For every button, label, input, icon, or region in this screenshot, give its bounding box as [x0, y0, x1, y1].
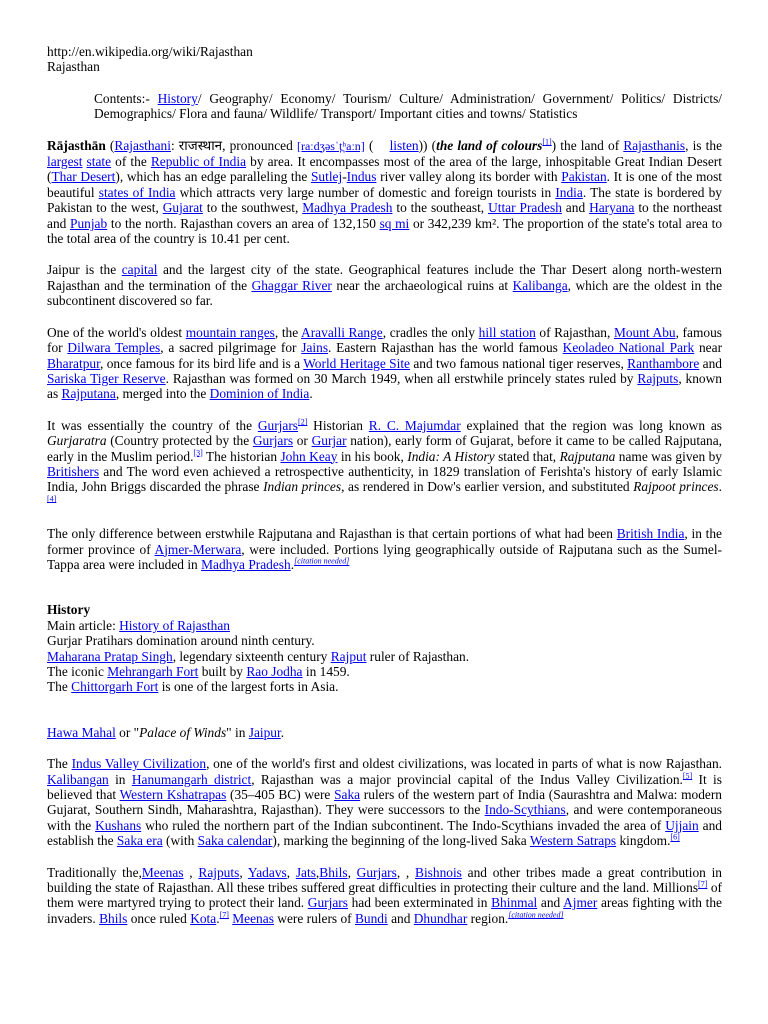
history-of-rajasthan-link[interactable]: History of Rajasthan — [119, 617, 230, 633]
rajputs-link-2[interactable]: Rajputs — [198, 864, 240, 880]
mehrangarh-fort-link[interactable]: Mehrangarh Fort — [107, 664, 199, 679]
rajputs-link[interactable]: Rajputs — [637, 370, 679, 386]
history-line-1: Gurjar Pratihars domination around ninth century. — [47, 633, 315, 649]
ref-7b[interactable]: [7] — [219, 910, 229, 920]
uttar-pradesh-link[interactable]: Uttar Pradesh — [488, 200, 562, 216]
ref-3[interactable]: [3] — [193, 448, 203, 458]
bishnois-link[interactable]: Bishnois — [415, 864, 462, 880]
tribes-paragraph: Traditionally the,Meenas , Rajputs, Yadavs, Jats,Bhils, Gurjars, , Bishnois and other tribes made a great contribution in building the state of Rajasthan. All these tribes suffered great difficulties in protecting their culture and the land. Millions[7] of them were martyred trying to protect their land. Gurjars had been exterminated in Bhinmal and Ajmer areas fighting with the invaders. Bhils once ruled Kota.[7] Meenas were rulers of Bundi and Dhundhar region.[citation needed] — [47, 864, 723, 926]
citation-needed-link[interactable]: [citation needed] — [294, 556, 350, 566]
kota-link[interactable]: Kota — [190, 910, 217, 926]
rajasthanis-link[interactable]: Rajasthanis — [623, 137, 686, 153]
state-link[interactable]: state — [86, 154, 112, 170]
saka-era-link[interactable]: Saka era — [116, 833, 163, 849]
maharana-pratap-link[interactable]: Maharana Pratap Singh — [47, 648, 173, 664]
indus-paragraph: The Indus Valley Civilization, one of the world's first and oldest civilizations, was located in parts of what is now Rajasthan. Kalibangan in Hanumangarh district, Rajasthan was a major provincial capital of the Indus Valley Civilization.[5] It is believed that Western Kshatrapas (35–405 BC) were Saka rulers of the western part of India (Saurashtra and Malwa: modern Gujarat, Southern Sindh, Maharashtra, Rajasthan). They were successors to the Indo-Scythians, and were contemporaneous with the Kushans who ruled the northern part of the Indian subcontinent. The Indo-Scythians invaded the area of Ujjain and establish the Saka era (with Saka calendar), marking the beginning of the long-lived Saka Western Satraps kingdom.[6] — [47, 756, 722, 849]
indo-scythians-link[interactable]: Indo-Scythians — [484, 802, 566, 818]
page-title: Rajasthan — [47, 59, 100, 75]
ref-1[interactable]: [1] — [542, 137, 552, 147]
history-line-2: Maharana Pratap Singh, legendary sixteenth century Rajput ruler of Rajasthan. — [47, 648, 470, 664]
keoladeo-link[interactable]: Keoladeo National Park — [562, 340, 695, 356]
hanumangarh-link[interactable]: Hanumangarh district — [131, 771, 252, 787]
ref-6[interactable]: [6] — [670, 832, 680, 842]
dominion-of-india-link[interactable]: Dominion of India — [209, 386, 310, 402]
indus-link[interactable]: Indus — [346, 169, 377, 185]
gurjars-link-3[interactable]: Gurjars — [356, 864, 397, 880]
main-article-line: Main article: History of Rajasthan — [47, 617, 230, 633]
bharatpur-link[interactable]: Bharatpur — [47, 355, 101, 371]
gurjars-paragraph: It was essentially the country of the Gurjars[2] Historian R. C. Majumdar explained that the region was long known as Gurjaratra (Country protected by the Gurjars or Gurjar nation), early form of Gujarat, before it came to be called Rajputana, early in the Muslim period.[3] The historian John Keay in his book, India: A History stated that, Rajputana name was given by Britishers and The word even achieved a retrospective authenticity, in 1829 translation of Ferishta's history of early Islamic India, John Briggs discarded the phrase Indian princes, as rendered in Dow's earlier version, and substituted Rajpoot princes.[4] — [47, 417, 723, 504]
largest-link[interactable]: largest — [47, 154, 83, 170]
capital-paragraph: Jaipur is the capital and the largest city of the state. Geographical features include the Thar Desert along north-western Rajasthan and the termination of the Ghaggar River near the archaeological ruins at Kalibanga, which are the oldest in the subcontinent discovered so far. — [47, 262, 723, 309]
world-heritage-site-link[interactable]: World Heritage Site — [303, 355, 410, 371]
gurjars-link[interactable]: Gurjars — [257, 417, 299, 433]
indus-valley-link[interactable]: Indus Valley Civilization — [71, 756, 207, 772]
kushans-link[interactable]: Kushans — [95, 817, 142, 833]
hill-station-link[interactable]: hill station — [478, 324, 536, 340]
ranthambore-link[interactable]: Ranthambore — [627, 355, 700, 371]
rajput-link[interactable]: Rajput — [330, 648, 367, 664]
sq-mi-link[interactable]: sq mi — [379, 215, 410, 231]
madhya-pradesh-link[interactable]: Madhya Pradesh — [302, 200, 393, 216]
ref-5[interactable]: [5] — [682, 771, 693, 781]
jaipur-link[interactable]: Jaipur — [248, 724, 281, 740]
intro-paragraph: Rājasthān (Rajasthani: राजस्थान, pronounced [raːdʒəsˈt̪ʰaːn] ( listen)) (the land of colours[1]) the land of Rajasthanis, is the largest state of the Republic of India by area. It encompasses most of the area of the large, inhospitable Great Indian Desert (Thar Desert), which has an edge paralleling the Sutlej-Indus river valley along its border with Pakistan. It is one of the most beautiful states of India which attracts very large number of domestic and foreign tourists in India. The state is bordered by Pakistan to the west, Gujarat to the southwest, Madhya Pradesh to the southeast, Uttar Pradesh and Haryana to the northeast and Punjab to the north. Rajasthan covers an area of 132,150 sq mi or 342,239 km². The proportion of the state's total area to the total area of the country is 10.41 per cent. — [47, 137, 723, 247]
jats-link[interactable]: Jats — [295, 864, 316, 880]
pakistan-link[interactable]: Pakistan — [561, 169, 607, 185]
history-heading: History — [47, 602, 91, 618]
hawa-mahal-link[interactable]: Hawa Mahal — [47, 724, 116, 740]
sariska-link[interactable]: Sariska Tiger Reserve — [47, 370, 166, 386]
western-satraps-link[interactable]: Western Satraps — [529, 833, 617, 849]
ipa-pronunciation-link[interactable]: [raːdʒəsˈt̪ʰaːn] — [296, 138, 365, 153]
bhils-link[interactable]: Bhils — [319, 864, 348, 880]
dhundhar-link[interactable]: Dhundhar — [413, 910, 468, 926]
capital-link[interactable]: capital — [121, 262, 158, 278]
mount-abu-link[interactable]: Mount Abu — [613, 324, 676, 340]
meenas-link[interactable]: Meenas — [141, 864, 184, 880]
rao-jodha-link[interactable]: Rao Jodha — [246, 664, 303, 679]
punjab-link[interactable]: Punjab — [70, 215, 108, 231]
ujjain-link[interactable]: Ujjain — [665, 817, 699, 833]
toc-history-link[interactable]: History — [157, 90, 198, 106]
ghaggar-river-link[interactable]: Ghaggar River — [251, 277, 332, 293]
majumdar-link[interactable]: R. C. Majumdar — [368, 417, 461, 433]
saka-link[interactable]: Saka — [334, 787, 361, 803]
john-keay-link[interactable]: John Keay — [280, 448, 338, 464]
gurjars-link-4[interactable]: Gurjars — [307, 895, 348, 911]
hawa-mahal-caption: Hawa Mahal or "Palace of Winds" in Jaipur. — [47, 724, 285, 740]
history-line-3: The iconic Mehrangarh Fort built by Rao Jodha in 1459. — [47, 664, 350, 679]
britishers-link[interactable]: Britishers — [47, 463, 100, 479]
bhinmal-link[interactable]: Bhinmal — [491, 895, 538, 911]
states-of-india-link[interactable]: states of India — [98, 184, 176, 200]
gujarat-link[interactable]: Gujarat — [162, 200, 203, 216]
gurjars-link-2[interactable]: Gurjars — [252, 433, 294, 449]
thar-desert-link[interactable]: Thar Desert — [51, 169, 116, 185]
jains-link[interactable]: Jains — [301, 340, 329, 356]
article-subject: Rājasthān — [47, 137, 106, 153]
kalibangan-link[interactable]: Kalibangan — [47, 771, 109, 787]
gurjar-link[interactable]: Gurjar — [311, 433, 347, 449]
geography-paragraph: One of the world's oldest mountain ranges, the Aravalli Range, cradles the only hill station of Rajasthan, Mount Abu, famous for Dilwara Temples, a sacred pilgrimage for Jains. Eastern Rajasthan has the world famous Keoladeo National Park near Bharatpur, once famous for its bird life and is a World Heritage Site and two famous national tiger reserves, Ranthambore and Sariska Tiger Reserve. Rajasthan was formed on 30 March 1949, when all erstwhile princely states ruled by Rajputs, known as Rajputana, merged into the Dominion of India. — [47, 324, 723, 402]
british-india-link[interactable]: British India — [616, 526, 685, 542]
republic-of-india-link[interactable]: Republic of India — [150, 154, 247, 170]
rajputana-link[interactable]: Rajputana — [61, 386, 116, 402]
yadavs-link[interactable]: Yadavs — [247, 864, 287, 880]
rajasthani-link[interactable]: Rajasthani — [114, 137, 171, 153]
ref-4[interactable]: [4] — [47, 494, 57, 504]
table-of-contents: Contents:- History/ Geography/ Economy/ Tourism/ Culture/ Administration/ Government/ Politics/ Districts/ Demographics/ Flora and fauna/ Wildlife/ Transport/ Important cities and towns/ Statistics — [94, 90, 723, 122]
madhya-pradesh-link-2[interactable]: Madhya Pradesh — [201, 556, 291, 572]
page-url: http://en.wikipedia.org/wiki/Rajasthan — [47, 44, 253, 59]
dilwara-temples-link[interactable]: Dilwara Temples — [67, 340, 161, 356]
aravalli-range-link[interactable]: Aravalli Range — [301, 324, 383, 340]
ajmer-merwara-link[interactable]: Ajmer-Merwara — [154, 541, 242, 557]
bhils-link-2[interactable]: Bhils — [99, 910, 128, 926]
citation-needed-link-2[interactable]: [citation needed] — [508, 910, 564, 920]
bundi-link[interactable]: Bundi — [354, 910, 388, 926]
rajputana-paragraph: The only difference between erstwhile Rajputana and Rajasthan is that certain portions of what had been British India, in the former province of Ajmer-Merwara, were included. Portions lying geographically outside of Rajputana such as the Sumel-Tappa area were included in Madhya Pradesh.[citation needed] — [47, 526, 723, 572]
mountain-ranges-link[interactable]: mountain ranges — [185, 324, 275, 340]
saka-calendar-link[interactable]: Saka calendar — [197, 833, 273, 849]
haryana-link[interactable]: Haryana — [589, 200, 635, 216]
western-kshatrapas-link[interactable]: Western Kshatrapas — [119, 787, 227, 803]
kalibanga-link[interactable]: Kalibanga — [512, 277, 568, 293]
sutlej-link[interactable]: Sutlej — [310, 169, 343, 185]
ref-2[interactable]: [2] — [298, 417, 308, 427]
ajmer-link[interactable]: Ajmer — [563, 895, 598, 911]
article — [47, 44, 722, 926]
history-line-4: The Chittorgarh Fort is one of the largest forts in Asia. — [47, 679, 339, 695]
chittorgarh-fort-link[interactable]: Chittorgarh Fort — [71, 679, 159, 695]
ref-7[interactable]: [7] — [698, 879, 708, 889]
india-link[interactable]: India — [555, 184, 583, 200]
meenas-link-2[interactable]: Meenas — [232, 910, 274, 926]
listen-link[interactable]: listen — [389, 137, 419, 153]
